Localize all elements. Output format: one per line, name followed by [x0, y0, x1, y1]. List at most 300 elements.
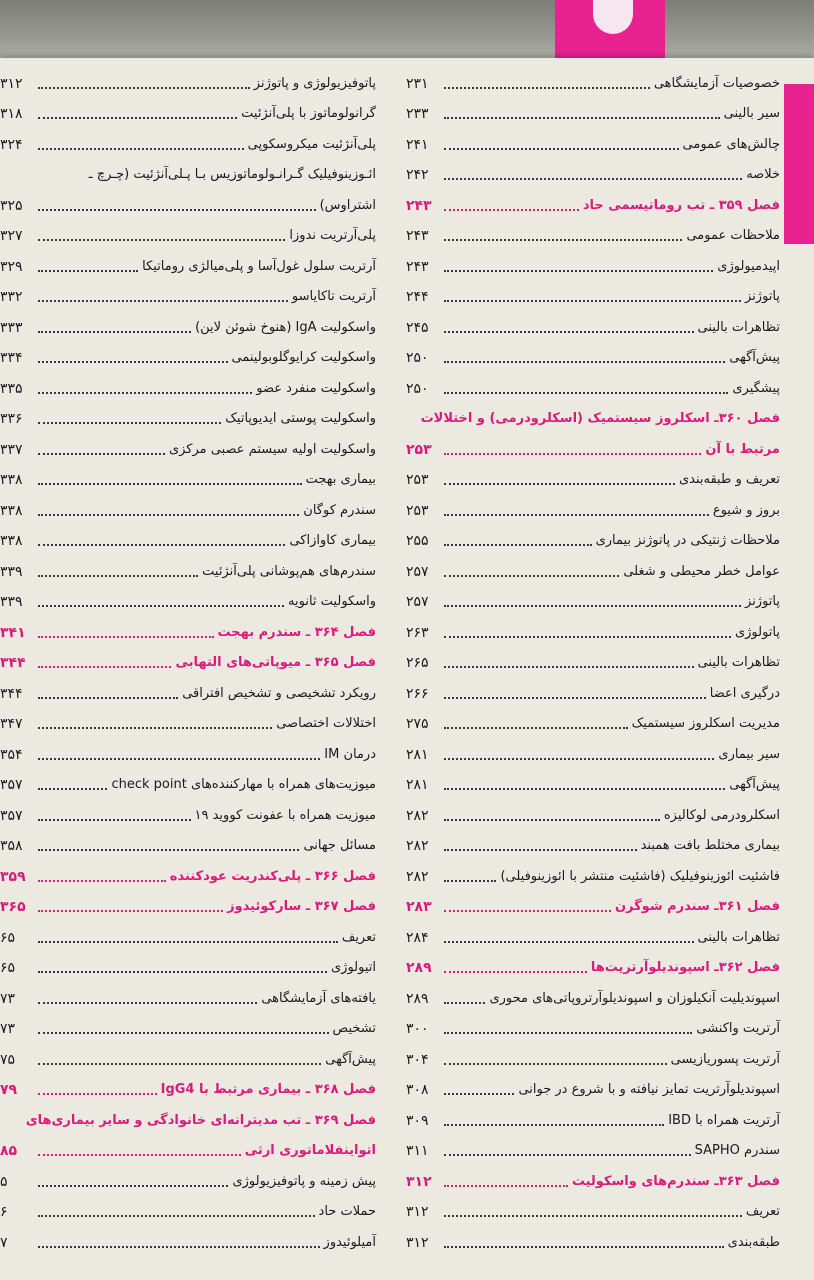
dot-leader [38, 1214, 315, 1217]
toc-page-number: ۳۳۹ [0, 563, 23, 580]
toc-page-number: ۳۴۴ [0, 685, 23, 702]
toc-page-number: ۲۵۰ [406, 380, 429, 397]
toc-page-number: ۵ [0, 1173, 8, 1190]
toc-entry-title: سندرم کوگان [303, 502, 376, 518]
toc-entry [406, 1103, 780, 1134]
toc-page-number: ۳۳۸ [0, 533, 23, 549]
toc-page-number: ۶۵ [0, 960, 16, 976]
toc-chapter-entry [406, 890, 780, 921]
toc-page-number: ۲۴۴ [406, 289, 429, 305]
toc-entry [406, 585, 780, 616]
toc-page-number: ۳۳۸ [0, 472, 23, 488]
toc-entry [406, 1042, 780, 1073]
toc-entry [0, 219, 376, 250]
toc-page-number: ۳۱۲ [406, 1173, 432, 1190]
toc-page-number: ۳۴۴ [0, 655, 26, 671]
toc-entry-title: عوامل خطر محیطی و شغلی [623, 563, 780, 579]
dot-leader [444, 879, 496, 882]
toc-entry-title: پاتوفیزیولوژی و پاتوژنز [253, 75, 376, 91]
toc-entry-title: ملاحظات عمومی [686, 228, 780, 243]
toc-page-number: ۲۷۵ [406, 716, 429, 732]
dot-leader [38, 391, 252, 394]
dot-leader [444, 726, 628, 729]
dot-leader [444, 452, 701, 455]
toc-entry [0, 463, 376, 494]
dot-leader [444, 696, 706, 699]
toc-entry-title: آرتریت واکنشی [696, 1021, 780, 1036]
dot-leader [444, 299, 741, 302]
toc-entry-title: فصل ۳۶۰ـ اسکلروز سیستمیک (اسکلرودرمی) و اختلالات [420, 411, 780, 426]
toc-entry-title: میوزیت‌های همراه با مهارکننده‌های check point [111, 777, 376, 792]
toc-entry-title: پاتوژنز [745, 289, 780, 304]
toc-chapter-entry [406, 188, 780, 219]
toc-page-number: ۳۱۲ [406, 1234, 429, 1251]
toc-entry [0, 829, 376, 860]
toc-entry-title: رویکرد تشخیصی و تشخیص افتراقی [182, 685, 376, 701]
toc-entry [0, 1195, 376, 1226]
dot-leader [38, 604, 284, 607]
toc-entry [0, 66, 376, 97]
toc-entry [0, 310, 376, 341]
toc-entry [0, 1164, 376, 1195]
toc-entry [0, 676, 376, 707]
toc-page-number: ۳۰۰ [406, 1021, 429, 1037]
dot-leader [38, 940, 338, 943]
dot-leader [444, 208, 579, 211]
toc-entry [406, 646, 780, 677]
toc-page-number: ۶ [0, 1204, 8, 1220]
dot-leader [38, 299, 288, 302]
toc-page-number: ۳۴۱ [0, 624, 26, 641]
toc-entry-title: درمان IM [324, 746, 376, 762]
toc-entry-title: میوزیت همراه با عفونت کووید ۱۹ [194, 807, 376, 823]
toc-chapter-entry [0, 615, 376, 646]
dot-leader [38, 909, 223, 912]
toc-entry-title: فاشئیت ائوزینوفیلیک (فاشئیت منتشر با ائوزینوفیلی) [500, 868, 780, 884]
toc-chapter-entry [0, 890, 376, 921]
toc-page-number: ۳۰۸ [406, 1082, 429, 1098]
dot-leader [38, 513, 299, 516]
toc-entry [0, 524, 376, 555]
dot-leader [444, 238, 682, 241]
toc-page-number: ۲۵۰ [406, 350, 429, 366]
toc-page-number: ۲۴۵ [406, 319, 429, 336]
toc-entry-title: درگیری اعضا [709, 685, 780, 701]
toc-entry-title: واسکولیت منفرد عضو [256, 380, 376, 396]
toc-entry-title: واسکولیت پوستی ایدیوپاتیک [225, 411, 376, 426]
toc-entry [406, 493, 780, 524]
toc-entry [406, 280, 780, 311]
toc-entry-title: پیش‌آگهی [325, 1051, 376, 1067]
chapter-thumb-tab [784, 84, 814, 244]
toc-page-number: ۲۸۱ [406, 777, 429, 793]
toc-page-number: ۳۲۹ [0, 258, 23, 275]
dot-leader [444, 391, 728, 394]
toc-entry [406, 859, 780, 890]
toc-left-column [0, 66, 376, 1266]
dot-leader [38, 787, 107, 790]
toc-page-number: ۳۵۸ [0, 838, 23, 854]
toc-entry [0, 920, 376, 951]
toc-entry-title: گرانولوماتوز با پلی‌آنژئیت [241, 106, 376, 121]
toc-page-number: ۳۴۷ [0, 716, 23, 732]
toc-page-number: ۲۸۹ [406, 990, 429, 1007]
toc-entry-title: واسکولیت اولیه سیستم عصبی مرکزی [168, 441, 376, 457]
dot-leader [38, 1062, 321, 1065]
toc-entry-title: آمیلوئیدوز [323, 1234, 376, 1250]
toc-chapter-entry [406, 1164, 780, 1195]
toc-entry [406, 737, 780, 768]
toc-entry [0, 585, 376, 616]
toc-entry [406, 676, 780, 707]
toc-entry-title: پیش‌آگهی [729, 350, 780, 365]
toc-page-number: ۳۵۹ [0, 868, 26, 885]
dot-leader [38, 360, 228, 363]
dot-leader [444, 1184, 568, 1187]
dot-leader [38, 879, 166, 882]
toc-page-number: ۳۱۲ [0, 75, 23, 92]
toc-entry [0, 798, 376, 829]
toc-entry [406, 829, 780, 860]
toc-entry-title: فصل ۳۶۴ ـ سندرم بهجت [217, 624, 376, 640]
toc-page-number: ۲۴۳ [406, 258, 429, 275]
toc-entry-title: فصل ۳۶۸ ـ بیماری مرتبط با IgG4 [160, 1082, 376, 1097]
dot-leader [38, 208, 316, 211]
dot-leader [38, 330, 191, 333]
toc-page-number: ۳۳۶ [0, 411, 23, 427]
toc-entry [0, 97, 376, 128]
toc-entry-title: خصوصیات آزمایشگاهی [653, 75, 780, 91]
toc-page-number: ۲۵۷ [406, 563, 429, 580]
toc-entry [406, 371, 780, 402]
toc-page-number: ۷۹ [0, 1082, 18, 1098]
toc-page-number: ۷۳ [0, 1021, 16, 1037]
dot-leader [38, 269, 138, 272]
toc-entry-title: تظاهرات بالینی [697, 319, 780, 335]
toc-entry [406, 219, 780, 250]
toc-page-number: ۲۸۲ [406, 807, 429, 824]
toc-entry-title: یافته‌های آزمایشگاهی [261, 990, 376, 1006]
toc-entry [406, 768, 780, 799]
dot-leader [38, 818, 191, 821]
dot-leader [444, 635, 731, 638]
dot-leader [444, 330, 694, 333]
toc-page-number: ۷۳ [0, 990, 16, 1007]
toc-page-number: ۲۸۱ [406, 746, 429, 763]
dot-leader [38, 696, 178, 699]
toc-entry-title: پاتوژنز [745, 594, 780, 609]
dot-leader [444, 1001, 485, 1004]
dot-leader [444, 787, 725, 790]
dot-leader [444, 1062, 667, 1065]
dot-leader [444, 1031, 692, 1034]
toc-entry [0, 280, 376, 311]
toc-page-number: ۲۸۹ [406, 960, 432, 976]
toc-entry [406, 554, 780, 585]
toc-entry [0, 768, 376, 799]
dot-leader [444, 1245, 724, 1248]
dot-leader [38, 970, 327, 973]
toc-entry-title: واسکولیت ثانویه [288, 594, 376, 609]
toc-entry [0, 127, 376, 158]
toc-entry [0, 188, 376, 219]
dot-leader [38, 635, 214, 638]
dot-leader [38, 1092, 157, 1095]
toc-entry-title: پیش‌آگهی [729, 777, 780, 792]
toc-page-number: ۲۵۳ [406, 472, 429, 488]
toc-page-number: ۲۳۳ [406, 106, 429, 122]
toc-entry-title: سیر بالینی [723, 106, 780, 121]
toc-page-number: ۲۸۲ [406, 868, 429, 885]
dot-leader [38, 757, 320, 760]
dot-leader [444, 1153, 691, 1156]
toc-entry [0, 1042, 376, 1073]
dot-leader [38, 452, 165, 455]
toc-entry [406, 158, 780, 189]
dot-leader [38, 1001, 257, 1004]
toc-entry [406, 97, 780, 128]
toc-entry-title: اتیولوژی [331, 960, 376, 975]
toc-chapter-entry [0, 859, 376, 890]
toc-page-number: ۲۳۱ [406, 75, 429, 92]
toc-entry-title: اختلالات اختصاصی [276, 716, 376, 731]
toc-entry-title: فصل ۳۶۳ـ سندرم‌های واسکولیت [571, 1173, 780, 1189]
toc-entry-title: فصل ۳۶۲ـ اسپوندیلوآرتریت‌ها [590, 960, 780, 975]
toc-page-number: ۳۳۷ [0, 441, 23, 458]
dot-leader [38, 1184, 228, 1187]
toc-page-number: ۳۳۹ [0, 594, 23, 610]
toc-page-number: ۲۸۲ [406, 838, 429, 854]
toc-page-number: ۳۳۸ [0, 502, 23, 519]
dot-leader [444, 757, 714, 760]
toc-page-number: ۲۴۲ [406, 167, 429, 183]
dot-leader [444, 360, 725, 363]
toc-entry [406, 920, 780, 951]
toc-chapter-entry [0, 1073, 376, 1104]
toc-entry-title: پلی‌آنژئیت میکروسکوپی [247, 136, 376, 152]
dot-leader [444, 574, 619, 577]
toc-entry [0, 981, 376, 1012]
toc-page-number: ۷۵ [0, 1051, 16, 1068]
toc-entry [406, 249, 780, 280]
toc-entry-title: سندرم SAPHO [694, 1143, 780, 1158]
toc-entry-title: طبقه‌بندی [727, 1234, 780, 1250]
dot-leader [38, 665, 171, 668]
dot-leader [444, 177, 742, 180]
toc-entry [0, 554, 376, 585]
toc-entry-title: پیشگیری [732, 380, 780, 396]
toc-page-number: ۳۵۷ [0, 807, 23, 824]
toc-entry-title: مرتبط با آن [705, 441, 780, 457]
toc-page-number: ۶۵ [0, 929, 16, 946]
toc-page-number: ۳۳۲ [0, 289, 23, 305]
toc-entry-title: فصل ۳۶۹ ـ تب مدیترانه‌ای خانوادگی و سایر بیماری‌های [25, 1112, 376, 1128]
toc-entry-title: ائـوزینوفیلیک گـرانـولوماتوزیس بـا پـلی‌آنژئیت (چـرچ ـ [88, 167, 376, 182]
dot-leader [444, 147, 679, 150]
toc-page-number: ۳۲۴ [0, 136, 23, 153]
toc-page-number: ۳۳۵ [0, 380, 23, 397]
dot-leader [444, 1092, 514, 1095]
toc-entry [0, 402, 376, 433]
toc-entry-title: چالش‌های عمومی [682, 136, 780, 152]
toc-entry-title: آرتریت همراه با IBD [668, 1112, 780, 1128]
toc-entry [0, 371, 376, 402]
toc-entry-title: آرتریت پسوریازیسی [670, 1051, 780, 1067]
toc-entry-title: آرتریت تاکایاسو [291, 289, 376, 304]
dot-leader [444, 940, 694, 943]
toc-entry-title: اسکلرودرمی لوکالیزه [663, 807, 780, 823]
toc-entry [406, 66, 780, 97]
toc-entry [406, 310, 780, 341]
toc-entry-title: حملات حاد [318, 1204, 376, 1219]
toc-entry [406, 615, 780, 646]
toc-entry [406, 798, 780, 829]
dot-leader [444, 909, 611, 912]
toc-page-number: ۲۴۱ [406, 136, 429, 153]
dot-leader [444, 513, 709, 516]
dot-leader [444, 269, 713, 272]
toc-page-number: ۲۵۳ [406, 502, 429, 519]
toc-page-number: ۳۲۷ [0, 228, 23, 244]
toc-entry-title: فصل ۳۵۹ ـ تب روماتیسمی حاد [582, 197, 780, 213]
toc-page-number: ۳۰۹ [406, 1112, 429, 1129]
toc-page-number: ۲۶۳ [406, 624, 429, 641]
toc-entry-title: سندرم‌های هم‌پوشانی پلی‌آنژئیت [202, 563, 376, 579]
toc-entry-title: ملاحظات ژنتیکی در پاتوژنز بیماری [595, 533, 780, 548]
toc-page-number: ۲۵۷ [406, 594, 429, 610]
toc-entry-title: تظاهرات بالینی [697, 929, 780, 945]
toc-entry [406, 127, 780, 158]
toc-entry-title: مسائل جهانی [303, 838, 376, 853]
dot-leader [38, 1153, 241, 1156]
toc-chapter-entry [406, 402, 780, 433]
dot-leader [444, 1123, 664, 1126]
dot-leader [38, 848, 299, 851]
toc-entry-title: فصل ۳۶۵ ـ میوپاتی‌های التهابی [175, 655, 376, 670]
toc-page-number: ۳۱۱ [406, 1143, 429, 1159]
toc-page-number: ۳۲۵ [0, 197, 23, 214]
toc-entry-title: پلی‌آرتریت ندوزا [289, 228, 376, 243]
toc-entry [406, 1225, 780, 1256]
toc-page-number: ۲۴۳ [406, 197, 432, 214]
toc-entry [0, 341, 376, 372]
dot-leader [38, 726, 272, 729]
toc-page-number: ۳۱۸ [0, 106, 23, 122]
dot-leader [38, 482, 302, 485]
toc-entry [406, 1134, 780, 1165]
toc-page-number: ۲۶۶ [406, 685, 429, 702]
toc-entry [406, 1012, 780, 1043]
dot-leader [444, 1214, 742, 1217]
toc-entry [406, 981, 780, 1012]
toc-entry-title: مدیریت اسکلروز سیستمیک [631, 716, 780, 731]
toc-page-number: ۳۱۲ [406, 1204, 429, 1220]
dot-leader [444, 970, 587, 973]
dot-leader [38, 238, 285, 241]
toc-entry-title: اسپوندیلیت آنکیلوزان و اسپوندیلوآرتروپاتی‌های محوری [489, 990, 780, 1006]
dot-leader [38, 543, 285, 546]
toc-entry-title: بروز و شیوع [712, 502, 780, 518]
toc-entry-title: اپیدمیولوژی [717, 258, 780, 274]
toc-entry-title: اشتراوس) [319, 197, 376, 213]
toc-page-number: ۳۳۳ [0, 319, 23, 336]
dot-leader [444, 116, 720, 119]
dot-leader [444, 665, 694, 668]
toc-page-number: ۲۵۳ [406, 441, 432, 458]
toc-entry-title: اتواینفلاماتوری ارثی [244, 1143, 376, 1158]
dot-leader [38, 147, 244, 150]
toc-entry [406, 524, 780, 555]
dot-leader [38, 1245, 320, 1248]
toc-entry-title: پیش زمینه و پاتوفیزیولوژی [232, 1173, 376, 1189]
dot-leader [444, 604, 741, 607]
dot-leader [38, 86, 250, 89]
toc-entry [0, 432, 376, 463]
toc-entry-title: بیماری بهجت [305, 472, 376, 487]
dot-leader [38, 116, 237, 119]
toc-page-number: ۲۸۳ [406, 899, 432, 915]
toc-entry-title: واسکولیت کرایوگلوبولینمی [231, 350, 376, 365]
toc-entry-title: بیماری کاوازاکی [289, 533, 376, 548]
toc-entry-title: اسپوندیلوآرتریت تمایز نیافته و با شروع در جوانی [518, 1082, 780, 1097]
toc-entry-title: فصل ۳۶۶ ـ پلی‌کندریت عودکننده [169, 868, 376, 884]
toc-page-number: ۳۰۴ [406, 1051, 429, 1068]
dot-leader [444, 848, 637, 851]
toc-right-column [406, 66, 780, 1266]
toc-chapter-entry [406, 951, 780, 982]
toc-entry-title: فصل ۳۶۷ ـ سارکوئیدوز [227, 899, 376, 914]
toc-entry-title: خلاصه [746, 167, 780, 182]
toc-entry-title: پاتولوژی [734, 624, 780, 640]
toc-page-number: ۲۶۵ [406, 655, 429, 671]
dot-leader [444, 543, 592, 546]
toc-chapter-entry [0, 1134, 376, 1165]
dot-leader [38, 421, 221, 424]
toc-entry [0, 1012, 376, 1043]
toc-entry [406, 341, 780, 372]
toc-entry [0, 707, 376, 738]
toc-page-number: ۳۶۵ [0, 899, 26, 915]
toc-chapter-entry [406, 432, 780, 463]
toc-entry [0, 249, 376, 280]
dot-leader [444, 818, 660, 821]
toc-page-number: ۷ [0, 1234, 8, 1251]
toc-entry-title: واسکولیت IgA (هنوخ شوئن لاین) [195, 319, 376, 335]
toc-page-number: ۲۸۴ [406, 929, 429, 946]
toc-entry-title: تعریف و طبقه‌بندی [678, 472, 780, 487]
dot-leader [444, 86, 650, 89]
toc-page-number: ۲۵۵ [406, 533, 429, 549]
background-surface [0, 0, 814, 66]
toc-entry [0, 737, 376, 768]
toc-entry [406, 1195, 780, 1226]
toc-chapter-entry [0, 646, 376, 677]
toc-entry-title: بیماری مختلط بافت همبند [640, 838, 780, 853]
dot-leader [38, 574, 198, 577]
toc-chapter-entry [0, 1103, 376, 1134]
toc-entry [0, 158, 376, 189]
toc-page-number: ۳۵۴ [0, 746, 23, 763]
toc-page-number: ۳۵۷ [0, 777, 23, 793]
toc-entry [0, 951, 376, 982]
dot-leader [38, 1031, 329, 1034]
toc-entry [0, 493, 376, 524]
background-photo [555, 0, 665, 66]
toc-entry [406, 463, 780, 494]
toc-entry-title: تظاهرات بالینی [697, 655, 780, 670]
toc-entry [0, 1225, 376, 1256]
toc-page-number: ۳۳۴ [0, 350, 23, 366]
